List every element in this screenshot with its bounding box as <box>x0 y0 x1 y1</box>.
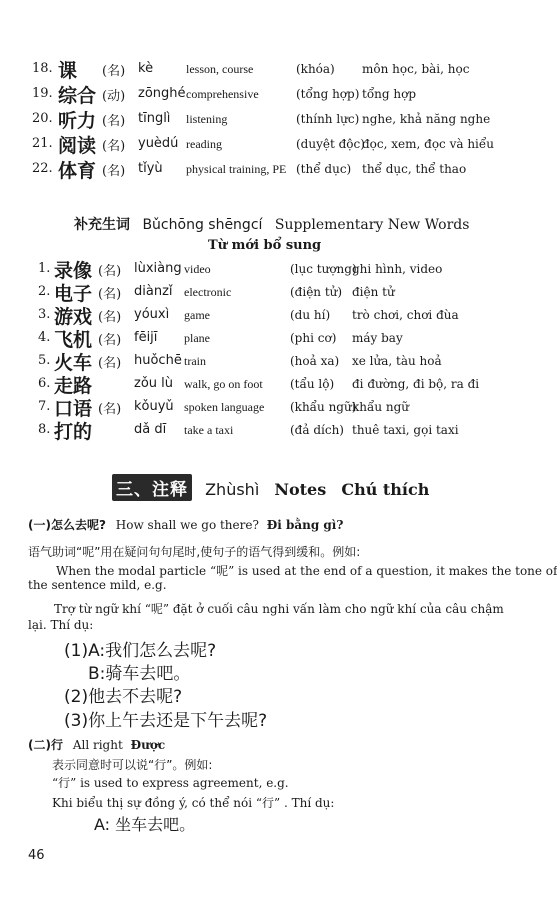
vocab-hanviet: (du hí) <box>290 308 331 322</box>
vocab-vietnamese: thể dục, thể thao <box>362 162 467 176</box>
note2-desc-en: “行” is used to express agreement, e.g. <box>52 776 289 790</box>
vocab-english: game <box>184 308 210 322</box>
vocab-pos: (动) <box>102 89 126 104</box>
vocab-english: physical training, PE <box>186 162 287 176</box>
notes-english: Notes <box>274 480 327 499</box>
note2-desc-vi: Khi biểu thị sự đồng ý, có thể nói “行” . Thí dụ: <box>52 796 335 810</box>
vocab-number: 2. <box>38 284 51 299</box>
vocab-pos: (名) <box>98 333 122 348</box>
vocab-pinyin: lùxiàng <box>134 261 182 276</box>
page-number: 46 <box>28 848 45 863</box>
vocab-hanviet: (hoả xa) <box>290 354 340 368</box>
vocab-pos: (名) <box>102 64 126 79</box>
vocab-number: 6. <box>38 376 51 391</box>
vocab-number: 4. <box>38 330 51 345</box>
supplementary-heading <box>74 214 469 234</box>
vocab-row <box>0 106 500 132</box>
note1-desc-en-2: the sentence mild, e.g. <box>28 578 167 592</box>
vocab-hanviet: (thể dục) <box>296 162 352 176</box>
vocab-vietnamese: máy bay <box>352 331 403 345</box>
notes-badge: 三、注释 <box>112 474 192 501</box>
vocab-number: 19. <box>32 86 53 101</box>
vocab-pinyin: yuèdú <box>138 136 179 151</box>
vocab-hanzi: 打的 <box>54 421 93 443</box>
vocab-vietnamese: nghe, khả năng nghe <box>362 112 491 126</box>
vocab-pinyin: dǎ dī <box>134 422 167 437</box>
vocab-hanzi: 电子 <box>54 283 93 305</box>
note2-heading-vi: Được <box>130 738 166 752</box>
vocab-english: listening <box>186 112 228 126</box>
vocab-number: 3. <box>38 307 51 322</box>
vocab-pos: (名) <box>102 114 126 129</box>
note1-desc-vi-2: lại. Thí dụ: <box>28 618 94 632</box>
vocab-pinyin: tīnglì <box>138 111 171 126</box>
vocab-vietnamese: đi đường, đi bộ, ra đi <box>352 377 480 391</box>
vocab-number: 21. <box>32 136 53 151</box>
vocab-hanzi: 体育 <box>58 160 97 182</box>
note1-desc-vi-1: Trợ từ ngữ khí “呢” đặt ở cuối câu nghi vấn làm cho ngữ khí của câu chậm <box>54 602 504 616</box>
vocab-pinyin: yóuxì <box>134 307 170 322</box>
note1-desc-zh: 语气助词“呢”用在疑问句句尾时,使句子的语气得到缓和。例如: <box>28 545 361 559</box>
vocab-pinyin: diànzǐ <box>134 284 173 299</box>
vocab-number: 22. <box>32 161 53 176</box>
vocab-pinyin: zōnghé <box>138 86 186 101</box>
vocab-hanviet: (lục tượng) <box>290 262 357 276</box>
vocab-row <box>0 131 500 157</box>
notes-pinyin: Zhùshì <box>205 480 260 499</box>
note2-heading-zh: (二)行 <box>28 738 63 752</box>
vocab-vietnamese: trò chơi, chơi đùa <box>352 308 459 322</box>
vocab-english: electronic <box>184 285 232 299</box>
vocab-hanviet: (điện tử) <box>290 285 343 299</box>
vocab-hanviet: (khẩu ngữ) <box>290 400 357 414</box>
notes-heading <box>112 474 429 501</box>
vocab-number: 20. <box>32 111 53 126</box>
vocab-vietnamese: môn học, bài, học <box>362 62 470 76</box>
vocab-pinyin: fēijī <box>134 330 158 345</box>
vocab-vietnamese: điện tử <box>352 285 395 299</box>
note2-heading-en: All right <box>72 738 123 752</box>
vocab-english: reading <box>186 137 222 151</box>
vocab-hanzi: 综合 <box>58 85 97 107</box>
vocab-hanzi: 游戏 <box>54 306 93 328</box>
note1-example-2: (2)他去不去呢? <box>64 687 183 707</box>
vocab-english: lesson, course <box>186 62 254 76</box>
note1-heading-en: How shall we go there? <box>115 518 259 532</box>
supplementary-title-pinyin: Bǔchōng shēngcí <box>142 217 263 233</box>
vocab-pos: (名) <box>102 139 126 154</box>
supplementary-title-vi: Từ mới bổ sung <box>208 238 322 253</box>
vocab-hanviet: (khóa) <box>296 62 335 76</box>
vocab-pos: (名) <box>98 310 122 325</box>
vocab-hanzi: 火车 <box>54 352 93 374</box>
vocab-pinyin: huǒchē <box>134 353 182 368</box>
vocab-hanviet: (tổng hợp) <box>296 87 360 101</box>
note2-heading <box>28 736 165 753</box>
vocab-pos: (名) <box>98 356 122 371</box>
vocab-pinyin: tǐyù <box>138 161 163 176</box>
vocab-number: 8. <box>38 422 51 437</box>
note1-desc-en-1: When the modal particle “呢” is used at the end of a question, it makes the tone of <box>56 564 557 578</box>
vocab-vietnamese: khẩu ngữ <box>352 400 410 414</box>
vocab-vietnamese: đọc, xem, đọc và hiểu <box>362 137 494 151</box>
vocab-number: 18. <box>32 61 53 76</box>
vocab-hanzi: 课 <box>58 60 78 82</box>
vocab-english: plane <box>184 331 210 345</box>
vocab-vietnamese: thuê taxi, gọi taxi <box>352 423 459 437</box>
vocab-pinyin: zǒu lù <box>134 376 173 391</box>
vocab-vietnamese: tổng hợp <box>362 87 417 101</box>
note2-example-1: A: 坐车去吧。 <box>94 815 196 834</box>
note2-desc-zh: 表示同意时可以说“行”。例如: <box>52 758 213 772</box>
vocab-number: 7. <box>38 399 51 414</box>
supplementary-title-zh: 补充生词 <box>74 217 130 233</box>
note1-heading-zh: (一)怎么去呢? <box>28 518 106 532</box>
vocab-vietnamese: xe lửa, tàu hoả <box>352 354 442 368</box>
vocab-number: 1. <box>38 261 51 276</box>
vocab-number: 5. <box>38 353 51 368</box>
vocab-english: video <box>184 262 211 276</box>
vocab-hanviet: (phi cơ) <box>290 331 337 345</box>
note1-example-1b: B:骑车去吧。 <box>88 664 191 684</box>
supplementary-title-en: Supplementary New Words <box>274 217 470 233</box>
vocab-pos: (名) <box>98 264 122 279</box>
vocab-hanzi: 口语 <box>54 398 93 420</box>
note1-example-3: (3)你上午去还是下午去呢? <box>64 711 268 731</box>
notes-vietnamese: Chú thích <box>341 480 430 499</box>
vocab-hanzi: 走路 <box>54 375 93 397</box>
vocab-pos: (名) <box>98 402 122 417</box>
vocab-pinyin: kǒuyǔ <box>134 399 174 414</box>
vocab-row <box>0 417 500 443</box>
vocab-hanviet: (thính lực) <box>296 112 360 126</box>
vocab-row <box>0 81 500 107</box>
vocab-english: train <box>184 354 206 368</box>
vocab-english: walk, go on foot <box>184 377 263 391</box>
vocab-hanzi: 听力 <box>58 110 97 132</box>
vocab-hanviet: (đả dích) <box>290 423 344 437</box>
vocab-hanviet: (duyệt độc) <box>296 137 365 151</box>
vocab-row <box>0 56 500 82</box>
vocab-vietnamese: ghi hình, video <box>352 262 443 276</box>
vocab-english: spoken language <box>184 400 265 414</box>
vocab-hanzi: 飞机 <box>54 329 93 351</box>
vocab-pos: (名) <box>102 164 126 179</box>
note1-heading <box>28 516 343 533</box>
vocab-hanzi: 录像 <box>54 260 93 282</box>
vocab-english: comprehensive <box>186 87 259 101</box>
vocab-hanviet: (tẩu lộ) <box>290 377 335 391</box>
note1-example-1a: (1)A:我们怎么去呢? <box>64 641 217 661</box>
vocab-english: take a taxi <box>184 423 234 437</box>
vocab-pos: (名) <box>98 287 122 302</box>
note1-heading-vi: Đi bằng gì? <box>266 518 344 532</box>
vocab-pinyin: kè <box>138 61 154 76</box>
vocab-hanzi: 阅读 <box>58 135 97 157</box>
vocab-row <box>0 156 500 182</box>
